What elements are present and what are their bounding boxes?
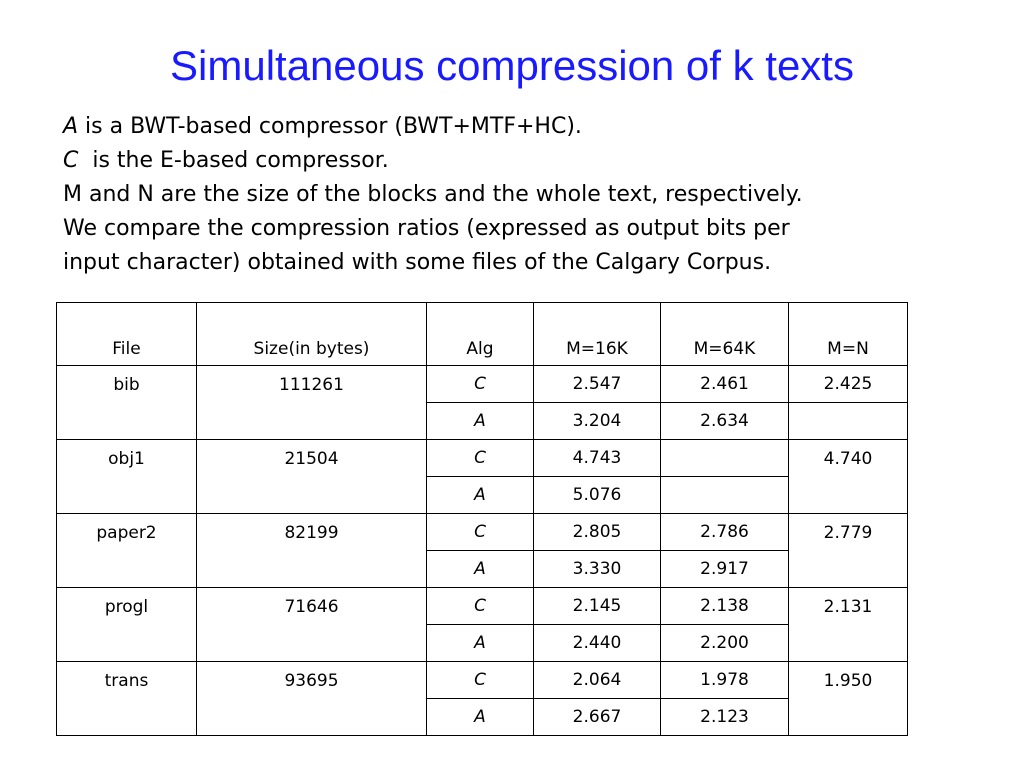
cell-file: bib [57,366,197,440]
symbol-a: A [63,114,79,139]
cell-alg: C [427,514,534,551]
cell-m16k: 2.667 [534,699,661,736]
header-alg: Alg [427,303,534,366]
cell-m16k: 2.145 [534,588,661,625]
cell-alg: A [427,551,534,588]
cell-file: obj1 [57,440,197,514]
table-row [57,366,908,403]
cell-size: 111261 [197,366,427,440]
cell-alg: C [427,588,534,625]
intro-line-2 [63,144,963,178]
cell-alg: A [427,403,534,440]
cell-file: paper2 [57,514,197,588]
header-m16k: M=16K [534,303,661,366]
intro-line-1 [63,110,963,144]
intro-line-4: We compare the compression ratios (expressed as output bits per [63,216,790,241]
symbol-c: C [63,148,79,173]
cell-alg: A [427,625,534,662]
results-table-wrapper [56,302,908,736]
cell-alg: C [427,662,534,699]
cell-m64k: 2.634 [661,403,789,440]
table-row [57,662,908,699]
cell-m16k: 2.440 [534,625,661,662]
intro-text [63,110,963,280]
cell-mn: 4.740 [789,440,908,514]
cell-m16k: 3.204 [534,403,661,440]
cell-file: progl [57,588,197,662]
cell-m16k: 2.547 [534,366,661,403]
cell-mn: 1.950 [789,662,908,736]
cell-m64k: 2.138 [661,588,789,625]
cell-alg: A [427,699,534,736]
cell-size: 93695 [197,662,427,736]
cell-m64k: 2.123 [661,699,789,736]
cell-m64k [661,440,789,477]
cell-mn [789,403,908,440]
cell-m64k: 1.978 [661,662,789,699]
table-row [57,588,908,625]
cell-alg: C [427,440,534,477]
header-mn: M=N [789,303,908,366]
cell-mn: 2.425 [789,366,908,403]
cell-file: trans [57,662,197,736]
slide-title: Simultaneous compression of k texts [170,42,854,89]
header-m64k: M=64K [661,303,789,366]
header-file: File [57,303,197,366]
intro-line-2-text: is the E-based compressor. [78,148,389,173]
cell-m64k [661,477,789,514]
intro-line-3: M and N are the size of the blocks and the whole text, respectively. [63,182,803,207]
cell-mn: 2.131 [789,588,908,662]
intro-line-1-text: is a BWT-based compressor (BWT+MTF+HC). [78,114,582,139]
cell-m64k: 2.786 [661,514,789,551]
table-header-row [57,303,908,366]
cell-m16k: 4.743 [534,440,661,477]
cell-size: 21504 [197,440,427,514]
cell-size: 71646 [197,588,427,662]
cell-m64k: 2.200 [661,625,789,662]
cell-alg: A [427,477,534,514]
cell-m64k: 2.917 [661,551,789,588]
cell-size: 82199 [197,514,427,588]
cell-m16k: 5.076 [534,477,661,514]
header-size: Size(in bytes) [197,303,427,366]
results-table [56,302,908,736]
table-row [57,440,908,477]
cell-m16k: 2.064 [534,662,661,699]
cell-m64k: 2.461 [661,366,789,403]
cell-mn: 2.779 [789,514,908,588]
intro-line-5: input character) obtained with some files of the Calgary Corpus. [63,250,772,275]
table-row [57,514,908,551]
cell-m16k: 3.330 [534,551,661,588]
cell-m16k: 2.805 [534,514,661,551]
cell-alg: C [427,366,534,403]
